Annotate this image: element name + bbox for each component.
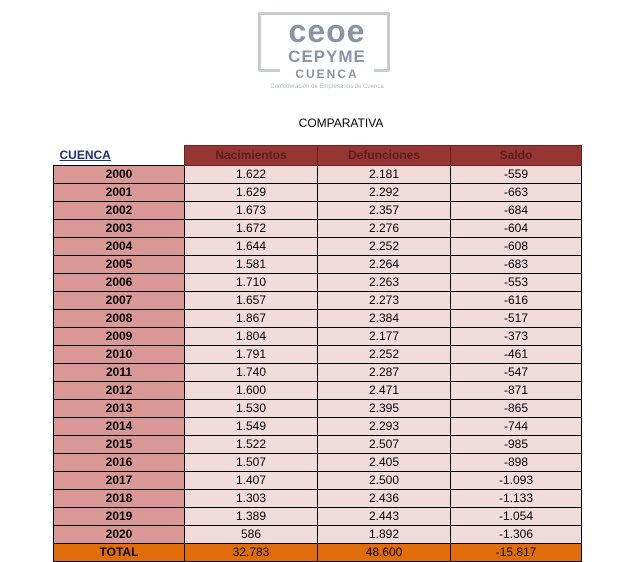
saldo-cell: -865 [451, 400, 582, 418]
table-row [54, 418, 582, 436]
nacimientos-cell: 1.672 [185, 220, 318, 238]
defunciones-cell: 1.892 [318, 526, 451, 544]
nacimientos-cell: 1.600 [185, 382, 318, 400]
defunciones-cell: 2.405 [318, 454, 451, 472]
nacimientos-cell: 1.530 [185, 400, 318, 418]
nacimientos-cell: 1.791 [185, 346, 318, 364]
year-cell: 2016 [54, 454, 185, 472]
nacimientos-cell: 1.673 [185, 202, 318, 220]
logo-tagline: Confederación de Empresarios de Cuenca [270, 84, 384, 90]
year-cell: 2006 [54, 274, 185, 292]
year-cell: 2019 [54, 508, 185, 526]
year-cell: 2009 [54, 328, 185, 346]
year-cell: 2007 [54, 292, 185, 310]
year-cell: 2018 [54, 490, 185, 508]
nacimientos-cell: 1.740 [185, 364, 318, 382]
table-row [54, 184, 582, 202]
saldo-cell: -1.093 [451, 472, 582, 490]
comparison-table [53, 145, 582, 562]
year-cell: 2000 [54, 166, 185, 184]
table-row [54, 454, 582, 472]
nacimientos-cell: 1.867 [185, 310, 318, 328]
nacimientos-cell: 1.407 [185, 472, 318, 490]
logo-ceoe-text: ceoe [288, 13, 366, 49]
nacimientos-cell: 1.549 [185, 418, 318, 436]
saldo-cell: -744 [451, 418, 582, 436]
defunciones-cell: 2.292 [318, 184, 451, 202]
nacimientos-cell: 1.303 [185, 490, 318, 508]
defunciones-cell: 2.264 [318, 256, 451, 274]
saldo-cell: -373 [451, 328, 582, 346]
saldo-cell: -663 [451, 184, 582, 202]
year-cell: 2005 [54, 256, 185, 274]
saldo-cell: -684 [451, 202, 582, 220]
header-nacimientos: Nacimientos [185, 146, 318, 166]
saldo-cell: -683 [451, 256, 582, 274]
table-row [54, 436, 582, 454]
defunciones-cell: 2.252 [318, 346, 451, 364]
nacimientos-cell: 1.804 [185, 328, 318, 346]
table-row [54, 220, 582, 238]
saldo-cell: -553 [451, 274, 582, 292]
year-cell: 2001 [54, 184, 185, 202]
year-cell: 2004 [54, 238, 185, 256]
table-row [54, 382, 582, 400]
table-row [54, 238, 582, 256]
header-saldo: Saldo [451, 146, 582, 166]
total-nacimientos: 32.783 [185, 544, 318, 562]
nacimientos-cell: 1.657 [185, 292, 318, 310]
year-cell: 2010 [54, 346, 185, 364]
year-cell: 2011 [54, 364, 185, 382]
table-row [54, 490, 582, 508]
defunciones-cell: 2.287 [318, 364, 451, 382]
nacimientos-cell: 1.507 [185, 454, 318, 472]
saldo-cell: -871 [451, 382, 582, 400]
defunciones-cell: 2.357 [318, 202, 451, 220]
saldo-cell: -461 [451, 346, 582, 364]
table-row [54, 364, 582, 382]
nacimientos-cell: 1.710 [185, 274, 318, 292]
saldo-cell: -559 [451, 166, 582, 184]
logo-cepyme-text: CEPYME [288, 47, 366, 66]
nacimientos-cell: 586 [185, 526, 318, 544]
saldo-cell: -898 [451, 454, 582, 472]
saldo-cell: -616 [451, 292, 582, 310]
saldo-cell: -547 [451, 364, 582, 382]
defunciones-cell: 2.276 [318, 220, 451, 238]
table-row [54, 274, 582, 292]
table-body [54, 166, 582, 544]
defunciones-cell: 2.436 [318, 490, 451, 508]
nacimientos-cell: 1.622 [185, 166, 318, 184]
table-row [54, 472, 582, 490]
defunciones-cell: 2.471 [318, 382, 451, 400]
page-title: COMPARATIVA [298, 116, 384, 130]
defunciones-cell: 2.384 [318, 310, 451, 328]
defunciones-cell: 2.293 [318, 418, 451, 436]
total-row [54, 544, 582, 562]
defunciones-cell: 2.177 [318, 328, 451, 346]
year-cell: 2014 [54, 418, 185, 436]
logo-cuenca-text: CUENCA [295, 67, 359, 81]
defunciones-cell: 2.263 [318, 274, 451, 292]
saldo-cell: -985 [451, 436, 582, 454]
saldo-cell: -1.306 [451, 526, 582, 544]
defunciones-cell: 2.507 [318, 436, 451, 454]
total-defunciones: 48.600 [318, 544, 451, 562]
saldo-cell: -604 [451, 220, 582, 238]
table-row [54, 256, 582, 274]
year-cell: 2020 [54, 526, 185, 544]
table-row [54, 292, 582, 310]
year-cell: 2015 [54, 436, 185, 454]
total-saldo: -15.817 [451, 544, 582, 562]
saldo-cell: -1.054 [451, 508, 582, 526]
table-row [54, 310, 582, 328]
table-row [54, 202, 582, 220]
nacimientos-cell: 1.644 [185, 238, 318, 256]
saldo-cell: -517 [451, 310, 582, 328]
table-header-row [54, 146, 582, 166]
table-row [54, 346, 582, 364]
header-defunciones: Defunciones [318, 146, 451, 166]
defunciones-cell: 2.395 [318, 400, 451, 418]
nacimientos-cell: 1.522 [185, 436, 318, 454]
saldo-cell: -608 [451, 238, 582, 256]
nacimientos-cell: 1.629 [185, 184, 318, 202]
defunciones-cell: 2.443 [318, 508, 451, 526]
defunciones-cell: 2.252 [318, 238, 451, 256]
year-cell: 2012 [54, 382, 185, 400]
table-row [54, 508, 582, 526]
ceoe-cepyme-logo [258, 12, 396, 90]
nacimientos-cell: 1.581 [185, 256, 318, 274]
year-cell: 2013 [54, 400, 185, 418]
table-row [54, 328, 582, 346]
defunciones-cell: 2.273 [318, 292, 451, 310]
year-cell: 2003 [54, 220, 185, 238]
table-row [54, 526, 582, 544]
year-cell: 2002 [54, 202, 185, 220]
nacimientos-cell: 1.389 [185, 508, 318, 526]
total-label: TOTAL [54, 544, 185, 562]
defunciones-cell: 2.181 [318, 166, 451, 184]
year-cell: 2008 [54, 310, 185, 328]
table-row [54, 166, 582, 184]
year-cell: 2017 [54, 472, 185, 490]
defunciones-cell: 2.500 [318, 472, 451, 490]
saldo-cell: -1.133 [451, 490, 582, 508]
table-row [54, 400, 582, 418]
region-label: CUENCA [54, 146, 185, 166]
